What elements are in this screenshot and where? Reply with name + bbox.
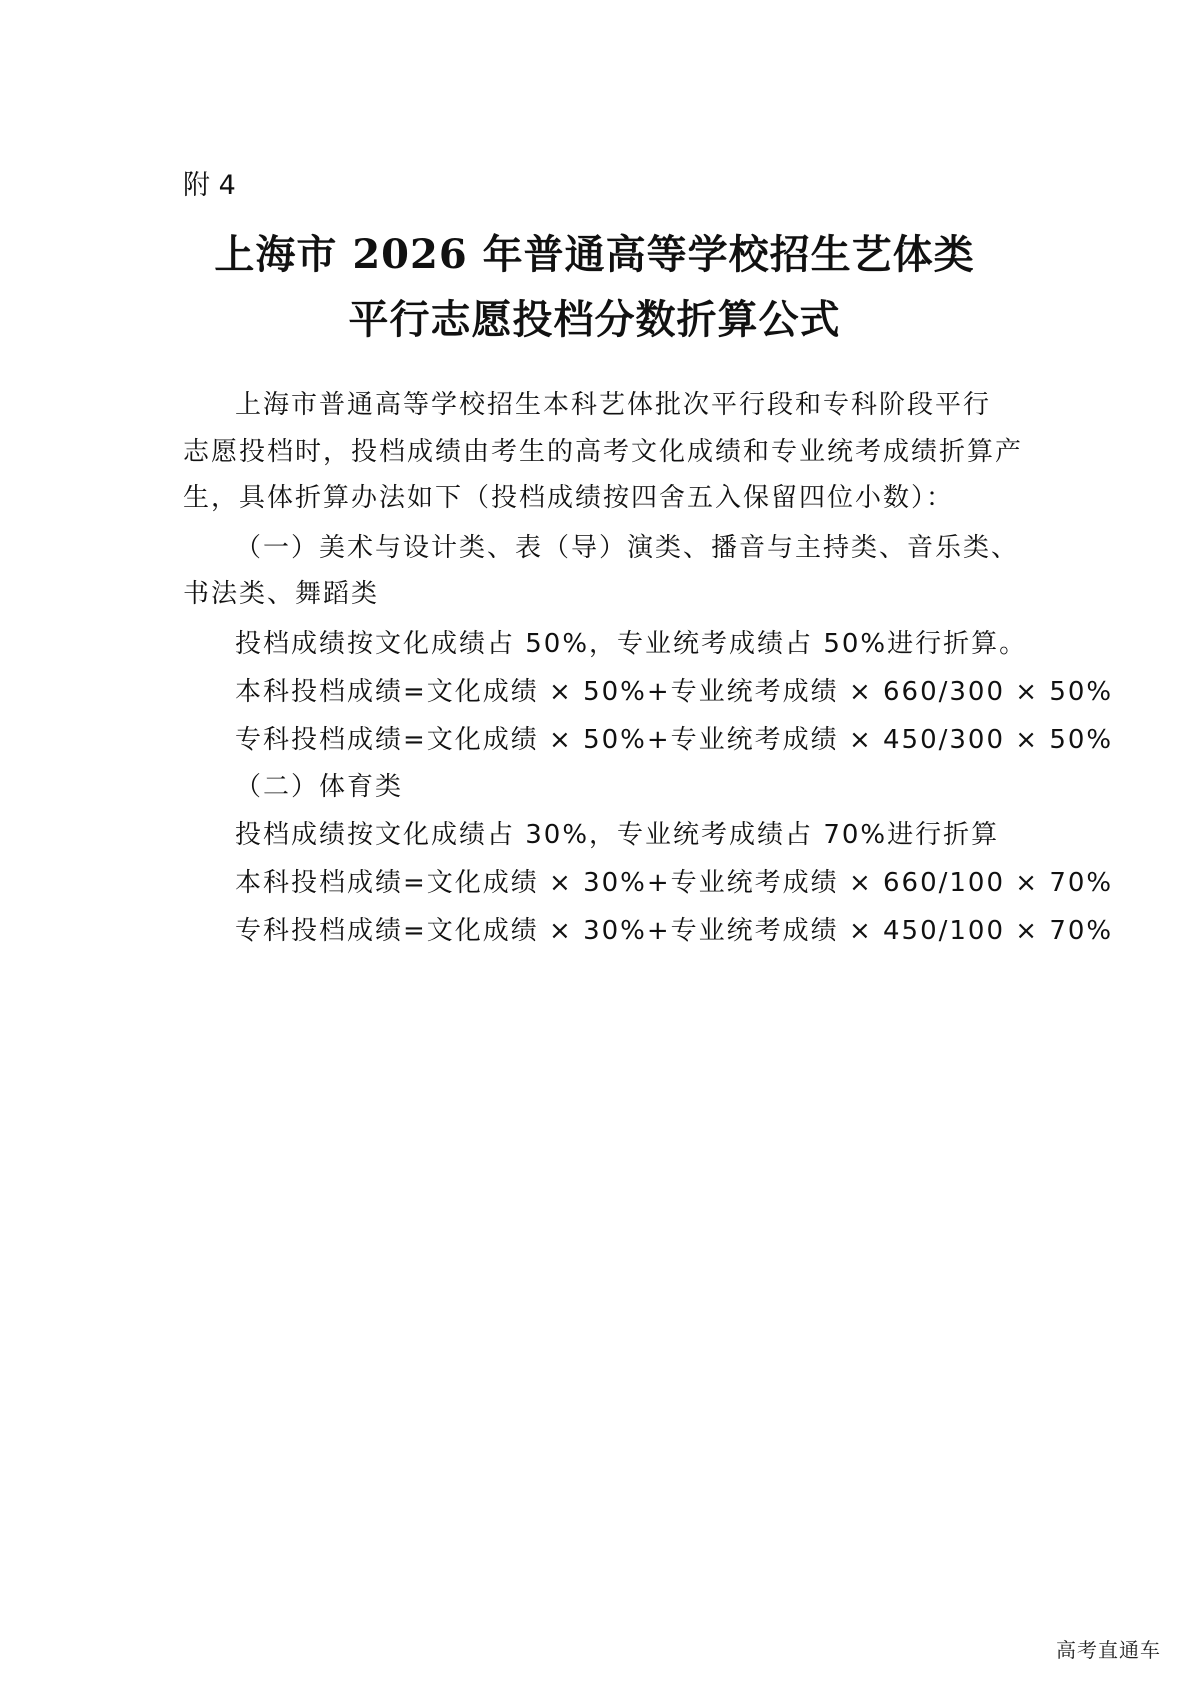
intro-line-1: 上海市普通高等学校招生本科艺体批次平行段和专科阶段平行 — [235, 390, 992, 420]
watermark-text: 高考直通车 — [1056, 1638, 1161, 1662]
section2-ratio-text: 投档成绩按文化成绩占 30%，专业统考成绩占 70%进行折算 — [235, 820, 1000, 850]
section1-junior-formula: 专科投档成绩=文化成绩 × 50%+专业统考成绩 × 450/300 × 50% — [235, 725, 1114, 755]
section1-bachelor-formula: 本科投档成绩=文化成绩 × 50%+专业统考成绩 × 660/300 × 50% — [235, 677, 1114, 707]
section1-heading-line-1: （一）美术与设计类、表（导）演类、播音与主持类、音乐类、 — [235, 533, 1020, 563]
intro-line-2: 志愿投档时，投档成绩由考生的高考文化成绩和专业统考成绩折算产 — [183, 437, 1024, 467]
section2-junior-formula: 专科投档成绩=文化成绩 × 30%+专业统考成绩 × 450/100 × 70% — [235, 916, 1114, 946]
attachment-label: 附 4 — [183, 170, 236, 201]
section2-heading: （二）体育类 — [235, 772, 404, 802]
intro-line-3: 生，具体折算办法如下（投档成绩按四舍五入保留四位小数）： — [183, 483, 955, 513]
section2-bachelor-formula: 本科投档成绩=文化成绩 × 30%+专业统考成绩 × 660/100 × 70% — [235, 868, 1114, 898]
document-title-line-1: 上海市 2026 年普通高等学校招生艺体类 — [214, 231, 975, 278]
section1-ratio-text: 投档成绩按文化成绩占 50%，专业统考成绩占 50%进行折算。 — [235, 629, 1028, 659]
section1-heading-line-2: 书法类、舞蹈类 — [183, 579, 380, 609]
document-title-line-2: 平行志愿投档分数折算公式 — [348, 296, 841, 343]
